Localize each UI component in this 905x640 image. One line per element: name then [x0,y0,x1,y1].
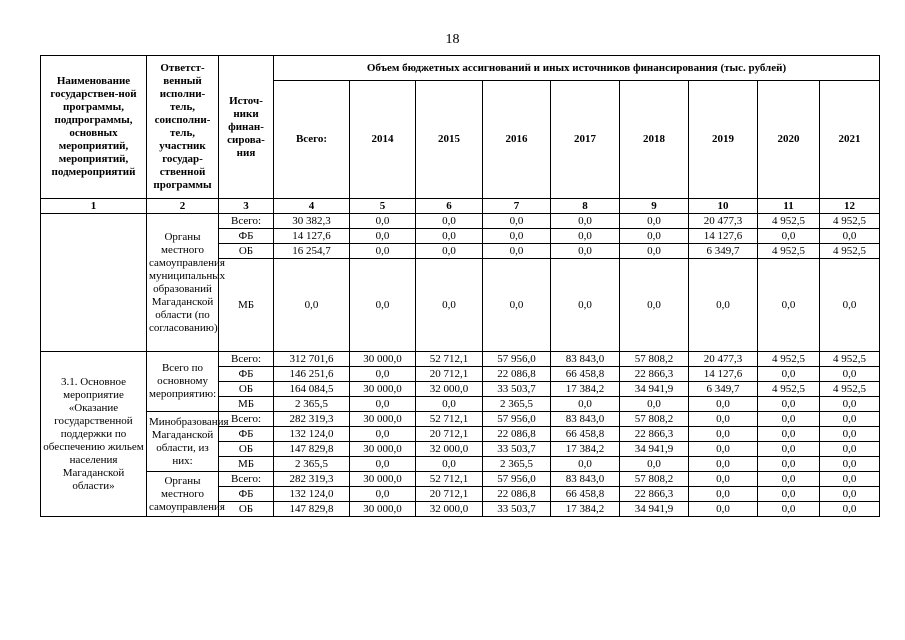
column-number: 4 [274,199,350,214]
value-cell: 147 829,8 [274,502,350,517]
value-cell: 0,0 [620,244,689,259]
value-cell: 0,0 [416,259,483,352]
value-cell: 0,0 [620,457,689,472]
value-cell: 34 941,9 [620,382,689,397]
value-cell: 57 956,0 [483,412,551,427]
value-cell: 0,0 [689,487,758,502]
header-year: 2017 [551,81,620,199]
source-cell: МБ [219,397,274,412]
value-cell: 146 251,6 [274,367,350,382]
column-number: 7 [483,199,551,214]
value-cell: 0,0 [689,502,758,517]
source-cell: ФБ [219,229,274,244]
source-cell: МБ [219,457,274,472]
value-cell: 0,0 [483,259,551,352]
responsible-cell: Всего по основному мероприятию: [147,352,219,412]
value-cell: 66 458,8 [551,487,620,502]
header-year: Всего: [274,81,350,199]
value-cell: 0,0 [820,259,880,352]
value-cell: 0,0 [274,259,350,352]
value-cell: 0,0 [689,397,758,412]
value-cell: 0,0 [551,244,620,259]
value-cell: 34 941,9 [620,502,689,517]
value-cell: 22 086,8 [483,427,551,442]
column-number: 1 [41,199,147,214]
source-cell: Всего: [219,214,274,229]
source-cell: ОБ [219,502,274,517]
value-cell: 0,0 [689,442,758,457]
value-cell: 0,0 [350,259,416,352]
value-cell: 20 712,1 [416,427,483,442]
value-cell: 0,0 [758,427,820,442]
value-cell: 147 829,8 [274,442,350,457]
value-cell: 57 808,2 [620,412,689,427]
responsible-cell: Органы местного самоуправления муниципальных образований Магаданской области (по согласованию) [147,214,219,352]
value-cell: 17 384,2 [551,502,620,517]
value-cell: 30 000,0 [350,442,416,457]
value-cell: 30 000,0 [350,412,416,427]
column-number: 10 [689,199,758,214]
value-cell: 0,0 [820,412,880,427]
value-cell: 4 952,5 [758,214,820,229]
column-number: 6 [416,199,483,214]
value-cell: 0,0 [820,397,880,412]
value-cell: 57 808,2 [620,472,689,487]
value-cell: 4 952,5 [820,214,880,229]
value-cell: 0,0 [820,367,880,382]
value-cell: 0,0 [620,259,689,352]
value-cell: 2 365,5 [483,457,551,472]
table-row [41,412,880,427]
value-cell: 312 701,6 [274,352,350,367]
value-cell: 20 712,1 [416,367,483,382]
value-cell: 14 127,6 [689,229,758,244]
value-cell: 0,0 [758,457,820,472]
value-cell: 4 952,5 [820,382,880,397]
value-cell: 0,0 [416,244,483,259]
source-cell: Всего: [219,352,274,367]
value-cell: 132 124,0 [274,427,350,442]
value-cell: 0,0 [416,214,483,229]
column-number: 3 [219,199,274,214]
value-cell: 52 712,1 [416,352,483,367]
value-cell: 0,0 [689,427,758,442]
source-cell: ОБ [219,382,274,397]
responsible-cell: Минобразования Магаданской области, из них: [147,412,219,472]
value-cell: 0,0 [350,457,416,472]
column-number: 11 [758,199,820,214]
source-cell: ОБ [219,442,274,457]
source-cell: ФБ [219,367,274,382]
value-cell: 22 866,3 [620,427,689,442]
value-cell: 14 127,6 [274,229,350,244]
value-cell: 6 349,7 [689,382,758,397]
value-cell: 52 712,1 [416,472,483,487]
value-cell: 0,0 [416,457,483,472]
value-cell: 57 956,0 [483,352,551,367]
value-cell: 2 365,5 [274,397,350,412]
value-cell: 0,0 [620,397,689,412]
value-cell: 33 503,7 [483,382,551,397]
column-number: 5 [350,199,416,214]
header-group-title: Объем бюджетных ассигнований и иных источников финансирования (тыс. рублей) [274,56,880,81]
value-cell: 0,0 [820,427,880,442]
program-name-cell: 3.1. Основное мероприятие «Оказание государственной поддержки по обеспечению жильем населения Магаданской области» [41,352,147,517]
value-cell: 2 365,5 [483,397,551,412]
value-cell: 6 349,7 [689,244,758,259]
source-cell: Всего: [219,412,274,427]
value-cell: 32 000,0 [416,382,483,397]
value-cell: 0,0 [758,367,820,382]
value-cell: 83 843,0 [551,352,620,367]
header-year: 2019 [689,81,758,199]
value-cell: 0,0 [483,244,551,259]
source-cell: ФБ [219,487,274,502]
value-cell: 0,0 [689,472,758,487]
value-cell: 4 952,5 [820,244,880,259]
value-cell: 22 086,8 [483,367,551,382]
value-cell: 0,0 [758,487,820,502]
value-cell: 0,0 [758,502,820,517]
value-cell: 30 000,0 [350,472,416,487]
value-cell: 0,0 [689,259,758,352]
source-cell: Всего: [219,472,274,487]
value-cell: 0,0 [551,214,620,229]
value-cell: 0,0 [820,457,880,472]
column-number: 9 [620,199,689,214]
value-cell: 22 866,3 [620,367,689,382]
value-cell: 0,0 [820,487,880,502]
value-cell: 20 477,3 [689,352,758,367]
value-cell: 0,0 [350,214,416,229]
value-cell: 83 843,0 [551,412,620,427]
value-cell: 0,0 [350,367,416,382]
value-cell: 14 127,6 [689,367,758,382]
value-cell: 132 124,0 [274,487,350,502]
value-cell: 0,0 [820,229,880,244]
header-responsible: Ответст-венный исполни-тель, соисполни-тель, участник государ-ственной программы [147,56,219,199]
value-cell: 66 458,8 [551,367,620,382]
value-cell: 0,0 [758,259,820,352]
value-cell: 0,0 [820,442,880,457]
value-cell: 282 319,3 [274,412,350,427]
value-cell: 0,0 [820,502,880,517]
value-cell: 0,0 [416,229,483,244]
source-cell: МБ [219,259,274,352]
header-year: 2016 [483,81,551,199]
header-year: 2014 [350,81,416,199]
value-cell: 0,0 [820,472,880,487]
value-cell: 30 000,0 [350,502,416,517]
value-cell: 2 365,5 [274,457,350,472]
value-cell: 0,0 [350,244,416,259]
value-cell: 4 952,5 [758,244,820,259]
value-cell: 0,0 [689,412,758,427]
value-cell: 0,0 [551,457,620,472]
value-cell: 22 086,8 [483,487,551,502]
column-number: 12 [820,199,880,214]
value-cell: 83 843,0 [551,472,620,487]
table-row [41,472,880,487]
source-cell: ФБ [219,427,274,442]
budget-table [40,55,880,517]
value-cell: 0,0 [483,229,551,244]
header-year: 2021 [820,81,880,199]
header-name: Наименование государствен-ной программы, подпрограммы, основных мероприятий, мероприятий, подмероприятий [41,56,147,199]
value-cell: 33 503,7 [483,502,551,517]
column-number-row [41,199,880,214]
table-row [41,352,880,367]
value-cell: 0,0 [620,214,689,229]
header-year: 2020 [758,81,820,199]
value-cell: 0,0 [350,229,416,244]
value-cell: 66 458,8 [551,427,620,442]
value-cell: 52 712,1 [416,412,483,427]
value-cell: 0,0 [689,457,758,472]
value-cell: 0,0 [350,427,416,442]
value-cell: 4 952,5 [758,352,820,367]
column-number: 8 [551,199,620,214]
value-cell: 20 477,3 [689,214,758,229]
value-cell: 4 952,5 [820,352,880,367]
value-cell: 0,0 [758,472,820,487]
page-number: 18 [445,32,460,47]
value-cell: 22 866,3 [620,487,689,502]
value-cell: 34 941,9 [620,442,689,457]
value-cell: 0,0 [758,229,820,244]
value-cell: 20 712,1 [416,487,483,502]
value-cell: 57 956,0 [483,472,551,487]
value-cell: 0,0 [551,259,620,352]
value-cell: 17 384,2 [551,442,620,457]
value-cell: 30 000,0 [350,382,416,397]
value-cell: 33 503,7 [483,442,551,457]
value-cell: 0,0 [758,397,820,412]
program-name-cell [41,214,147,352]
value-cell: 0,0 [483,214,551,229]
column-number: 2 [147,199,219,214]
value-cell: 164 084,5 [274,382,350,397]
value-cell: 32 000,0 [416,502,483,517]
value-cell: 282 319,3 [274,472,350,487]
value-cell: 0,0 [758,442,820,457]
responsible-cell: Органы местного самоуправления [147,472,219,517]
header-year: 2018 [620,81,689,199]
value-cell: 4 952,5 [758,382,820,397]
header-source: Источ-ники финан-сирова-ния [219,56,274,199]
value-cell: 0,0 [551,229,620,244]
value-cell: 0,0 [551,397,620,412]
value-cell: 30 000,0 [350,352,416,367]
value-cell: 17 384,2 [551,382,620,397]
value-cell: 0,0 [416,397,483,412]
value-cell: 0,0 [350,397,416,412]
value-cell: 32 000,0 [416,442,483,457]
header-year: 2015 [416,81,483,199]
value-cell: 57 808,2 [620,352,689,367]
source-cell: ОБ [219,244,274,259]
value-cell: 0,0 [758,412,820,427]
value-cell: 0,0 [620,229,689,244]
value-cell: 30 382,3 [274,214,350,229]
value-cell: 0,0 [350,487,416,502]
table-row [41,214,880,229]
value-cell: 16 254,7 [274,244,350,259]
